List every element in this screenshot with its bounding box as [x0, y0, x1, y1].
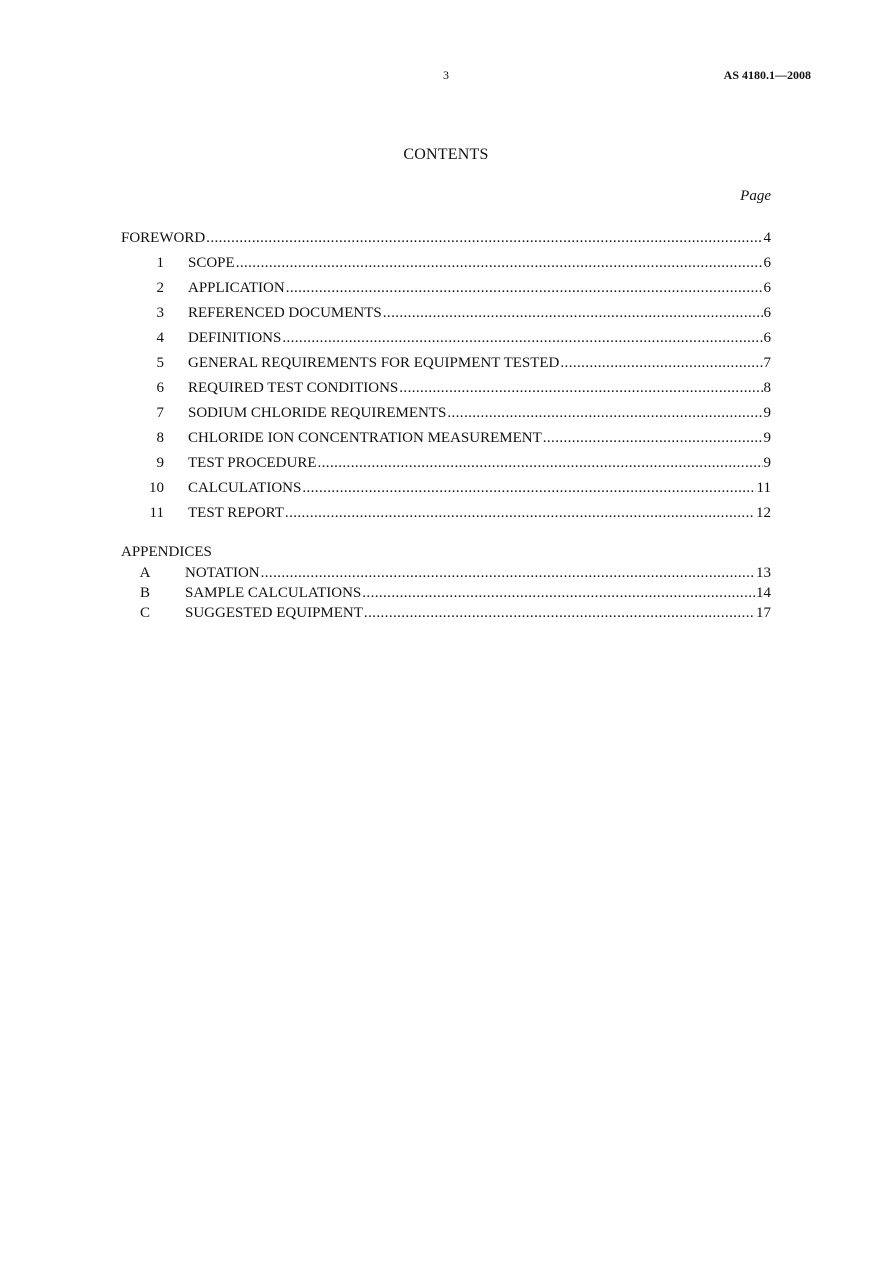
dot-leader: [318, 453, 763, 473]
toc-entry-page: 4: [763, 230, 771, 246]
dot-leader: [286, 278, 763, 298]
toc-entry: [188, 428, 771, 448]
toc-entry-page: 6: [763, 305, 771, 321]
toc-entry: [185, 603, 771, 623]
toc-entry-title: REFERENCED DOCUMENTS: [188, 305, 382, 321]
dot-leader: [560, 353, 762, 373]
toc-entry-title: SODIUM CHLORIDE REQUIREMENTS: [188, 405, 447, 421]
toc-entry-number: 2: [156, 280, 164, 296]
dot-leader: [236, 253, 763, 273]
toc-entry-page: 9: [763, 430, 771, 446]
dot-leader: [362, 583, 755, 603]
toc-entry-title: DEFINITIONS: [188, 330, 282, 346]
toc-entry-title: SCOPE: [188, 255, 235, 271]
toc-entry: [188, 403, 771, 423]
dot-leader: [383, 303, 763, 323]
toc-entry-title: CALCULATIONS: [188, 480, 302, 496]
toc-entry-title: TEST REPORT: [188, 505, 284, 521]
dot-leader: [302, 478, 755, 498]
toc-row-appendix: [0, 563, 892, 583]
toc-row: [0, 403, 892, 423]
toc-row: [0, 278, 892, 298]
toc-entry: [121, 228, 771, 248]
dot-leader: [206, 228, 762, 248]
toc-entry-title: SAMPLE CALCULATIONS: [185, 585, 362, 601]
appendix-letter: A: [139, 565, 151, 581]
toc-entry-page: 11: [756, 480, 771, 496]
appendices-heading: APPENDICES: [121, 544, 212, 560]
toc-entry-number: 9: [156, 455, 164, 471]
toc-row-foreword: [0, 228, 892, 248]
toc-entry-title: CHLORIDE ION CONCENTRATION MEASUREMENT: [188, 430, 542, 446]
toc-entry: [185, 563, 771, 583]
toc-entry-page: 6: [763, 255, 771, 271]
toc-entry: [188, 378, 771, 398]
toc-entry-page: 8: [763, 380, 771, 396]
toc-entry-number: 11: [149, 505, 164, 521]
dot-leader: [364, 603, 755, 623]
dot-leader: [543, 428, 763, 448]
appendix-letter: C: [139, 605, 150, 621]
toc-entry-number: 4: [156, 330, 164, 346]
toc-entry: [188, 503, 771, 523]
dot-leader: [282, 328, 762, 348]
toc-row: [0, 478, 892, 498]
toc-entry-page: 6: [763, 330, 771, 346]
page-number: 3: [443, 68, 449, 82]
page-column-label: Page: [740, 188, 771, 204]
toc-entry-page: 13: [756, 565, 771, 581]
standard-id: AS 4180.1—2008: [723, 68, 811, 82]
toc-entry: [188, 253, 771, 273]
toc-entry-title: NOTATION: [185, 565, 260, 581]
toc-entry: [188, 278, 771, 298]
toc-entry: [188, 353, 771, 373]
dot-leader: [285, 503, 755, 523]
toc-entry-number: 1: [156, 255, 164, 271]
toc-entry: [185, 583, 771, 603]
toc-row: [0, 428, 892, 448]
contents-title: CONTENTS: [403, 146, 489, 163]
toc-entry-page: 7: [763, 355, 771, 371]
toc-entry-title: FOREWORD: [121, 230, 206, 246]
toc-entry-title: GENERAL REQUIREMENTS FOR EQUIPMENT TESTED: [188, 355, 560, 371]
toc-row: [0, 303, 892, 323]
toc-row: [0, 328, 892, 348]
toc-row-appendix: [0, 603, 892, 623]
toc-row: [0, 353, 892, 373]
toc-entry-title: TEST PROCEDURE: [188, 455, 317, 471]
toc-entry-page: 12: [756, 505, 771, 521]
toc-row: [0, 503, 892, 523]
toc-entry-title: APPLICATION: [188, 280, 285, 296]
toc-entry-page: 14: [756, 585, 771, 601]
toc-entry-page: 9: [763, 405, 771, 421]
toc-entry-number: 8: [156, 430, 164, 446]
toc-entry-number: 7: [156, 405, 164, 421]
toc-row: [0, 253, 892, 273]
toc-row-appendix: [0, 583, 892, 603]
toc-entry-number: 10: [149, 480, 164, 496]
toc-entry-page: 9: [763, 455, 771, 471]
toc-entry-number: 6: [156, 380, 164, 396]
toc-row: [0, 378, 892, 398]
toc-entry-number: 5: [156, 355, 164, 371]
toc-row: [0, 453, 892, 473]
toc-entry-title: REQUIRED TEST CONDITIONS: [188, 380, 399, 396]
dot-leader: [399, 378, 762, 398]
toc-entry: [188, 303, 771, 323]
toc-entry: [188, 453, 771, 473]
toc-entry-number: 3: [156, 305, 164, 321]
dot-leader: [261, 563, 755, 583]
appendix-letter: B: [139, 585, 150, 601]
toc-entry: [188, 478, 771, 498]
toc-entry-page: 6: [763, 280, 771, 296]
toc-entry-page: 17: [756, 605, 771, 621]
dot-leader: [447, 403, 762, 423]
toc-entry: [188, 328, 771, 348]
toc-entry-title: SUGGESTED EQUIPMENT: [185, 605, 363, 621]
